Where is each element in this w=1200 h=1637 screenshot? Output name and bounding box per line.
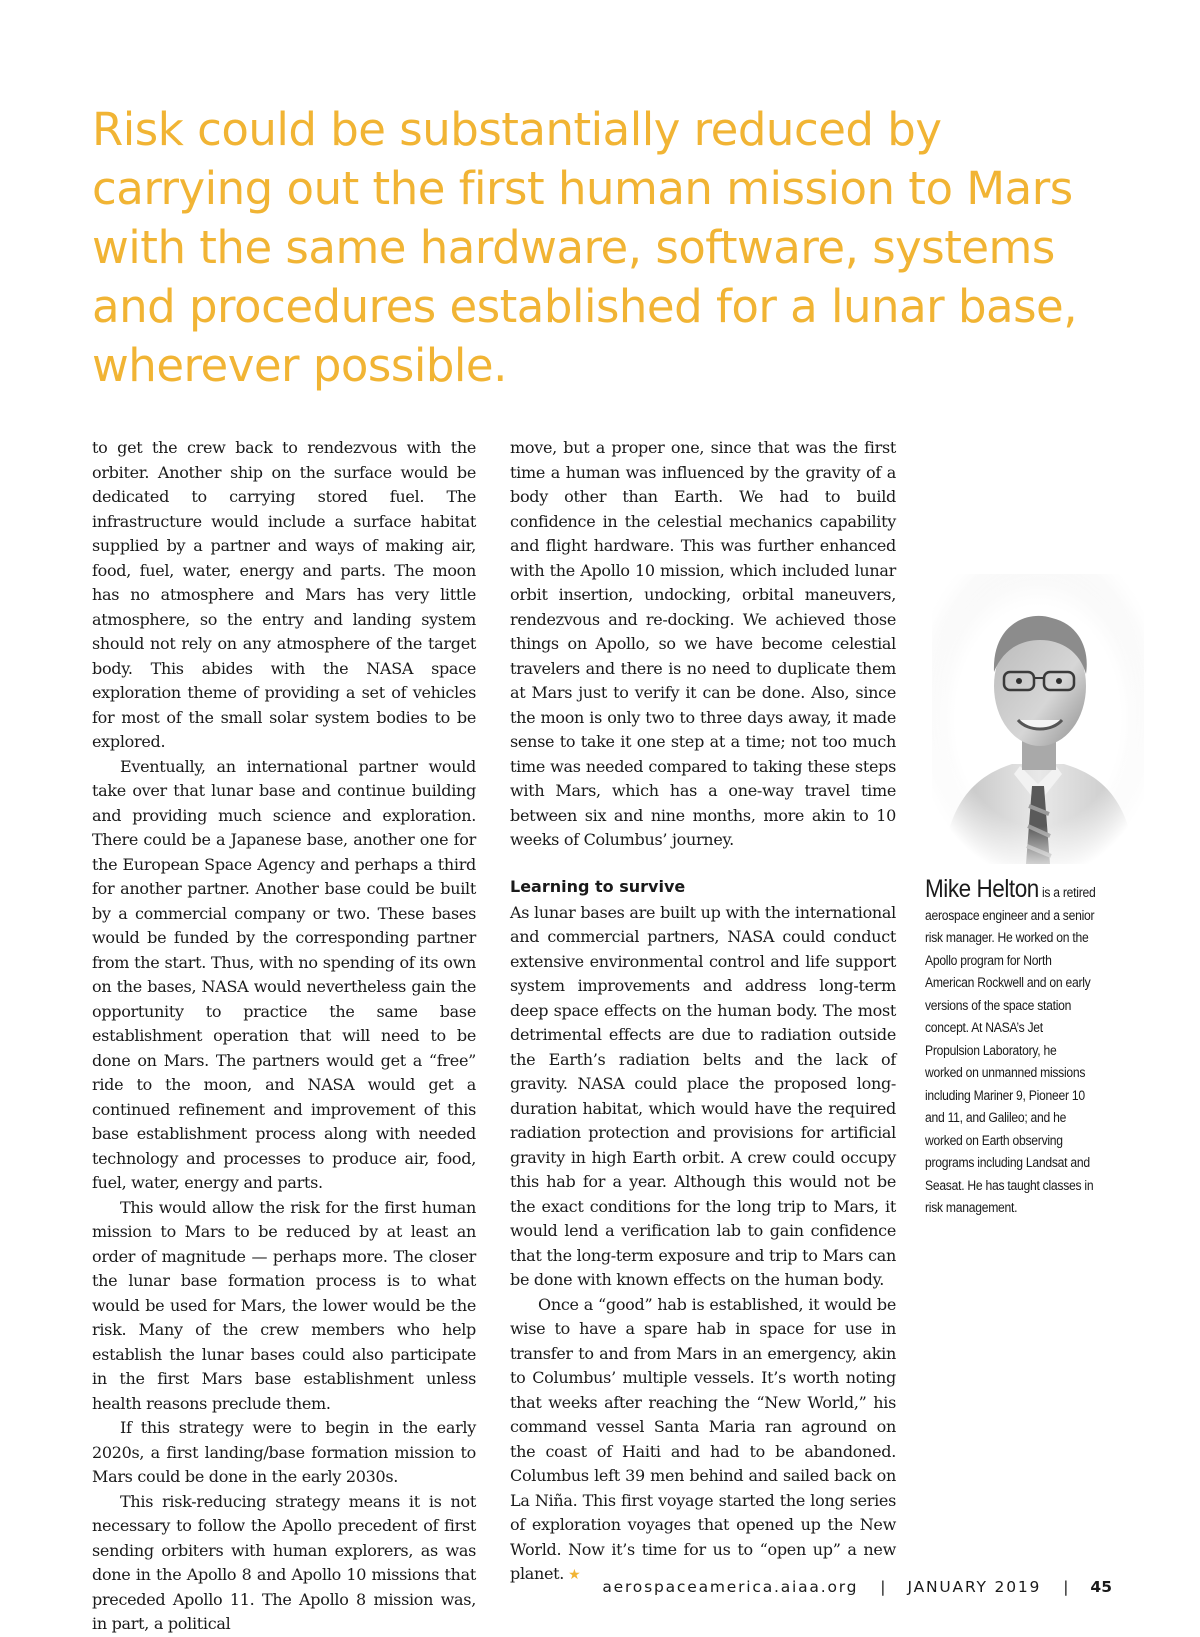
body-paragraph: This would allow the risk for the first human mission to Mars to be reduced by at least an order of magnitude — perhaps more. The closer the lunar base formation process is to what would be used for Mars, the lower would be the risk. Many of the crew members who help establish the lunar bases could also participate in the first Mars base establishment unless health reasons preclude them. <box>92 1197 476 1413</box>
footer-separator: | <box>1063 1578 1069 1596</box>
author-name: Mike Helton <box>925 875 1039 903</box>
body-paragraph: As lunar bases are built up with the international and commercial partners, NASA could conduct extensive environmental control and life support system improvements and address long-term deep space effects on the human body. The most detrimental effects are due to radiation outside the Earth’s radiation belts and the lack of gravity. NASA could place the proposed long-duration habitat, which would have the required radiation protection and provisions for artificial gravity in high Earth orbit. A crew could occupy this hab for a year. Although this would not be the exact conditions for the long trip to Mars, it would lend a verification lab to gain confidence that the long-term exposure and trip to Mars can be done with known effects on the human body. <box>510 902 896 1289</box>
body-paragraph: This risk-reducing strategy means it is not necessary to follow the Apollo precedent of first sending orbiters with human explorers, as was done in the Apollo 8 and Apollo 10 missions that preceded Apollo 11. The Apollo 8 mission was, in part, a political <box>92 1491 476 1633</box>
author-bio-lead: is a <box>1041 885 1060 900</box>
footer-separator: | <box>880 1578 886 1596</box>
article-column-left <box>92 436 476 1637</box>
section-heading: Learning to survive <box>510 876 686 896</box>
body-paragraph <box>510 1293 896 1588</box>
author-bio-text: retired aerospace engineer and a senior risk manager. He worked on the Apollo program for North American Rockwell and on early versions of the space station concept. At NASA’s Jet Propulsion Laboratory, he worked on unmanned missions including Mariner 9, Pioneer 10 and 11, and Galileo; and he worked on Earth observing programs including Landsat and Seasat. He has taught classes in risk management. <box>925 885 1096 1215</box>
body-paragraph: to get the crew back to rendezvous with the orbiter. Another ship on the surface would be dedicated to carrying stored fuel. The infrastructure would include a surface habitat supplied by a partner and ways of making air, food, fuel, water, energy and parts. The moon has no atmosphere and Mars has very little atmosphere, so the entry and landing system should not rely on any atmosphere of the target body. This abides with the NASA space exploration theme of providing a set of vehicles for most of the small solar system bodies to be explored. <box>92 438 476 751</box>
page-number: 45 <box>1090 1578 1112 1596</box>
author-photo <box>932 574 1144 864</box>
footer-website: aerospaceamerica.aiaa.org <box>602 1578 859 1596</box>
author-bio <box>925 875 1096 1220</box>
body-paragraph: Eventually, an international partner would take over that lunar base and continue building and providing much science and exploration. There could be a Japanese base, another one for the European Space Agency and perhaps a third for another partner. Another base could be built by a commercial company or two. These bases would be funded by the corresponding partner from the start. Thus, with no spending of its own on the bases, NASA would nevertheless gain the opportunity to practice the same base establishment operation that will need to be done on Mars. The partners would get a “free” ride to the moon, and NASA would get a continued refinement and improvement of this base establishment process along with needed technology and processes to produce air, food, fuel, water, energy and parts. <box>92 756 476 1192</box>
article-column-middle <box>510 436 896 1588</box>
author-portrait-image <box>932 574 1144 864</box>
page-footer <box>602 1578 1112 1596</box>
body-paragraph: move, but a proper one, since that was the first time a human was influenced by the gravity of a body other than Earth. We had to build confidence in the celestial mechanics capability and flight hardware. This was further enhanced with the Apollo 10 mission, which included lunar orbit insertion, undocking, orbital maneuvers, rendezvous and re-docking. We achieved those things on Apollo, so we have become celestial travelers and there is no need to duplicate them at Mars just to verify it can be done. Also, since the moon is only two to three days away, it made sense to take it one step at a time; not too much time was needed compared to taking these steps with Mars, which has a one-way travel time between six and nine months, more akin to 10 weeks of Columbus’ journey. <box>510 438 896 849</box>
body-text: Once a “good” hab is established, it would be wise to have a spare hab in space for use in transfer to and from Mars in an emergency, akin to Columbus’ multiple vessels. It’s worth noting that weeks after reaching the “New World,” his command vessel Santa Maria ran aground on the coast of Haiti and had to be abandoned. Columbus left 39 men behind and sailed back on La Niña. This first voyage started the long series of exploration voyages that opened up the New World. Now it’s time for us to “open up” a new planet. <box>510 1294 896 1583</box>
pull-quote: Risk could be substantially reduced by carrying out the first human mission to Mars with the same hardware, software, systems and procedures established for a lunar base, wherever possible. <box>92 103 1078 392</box>
body-paragraph: If this strategy were to begin in the early 2020s, a first landing/base formation mission to Mars could be done in the early 2030s. <box>92 1418 476 1486</box>
footer-issue-date: JANUARY 2019 <box>907 1578 1042 1596</box>
end-mark-star-icon: ★ <box>568 1567 581 1583</box>
